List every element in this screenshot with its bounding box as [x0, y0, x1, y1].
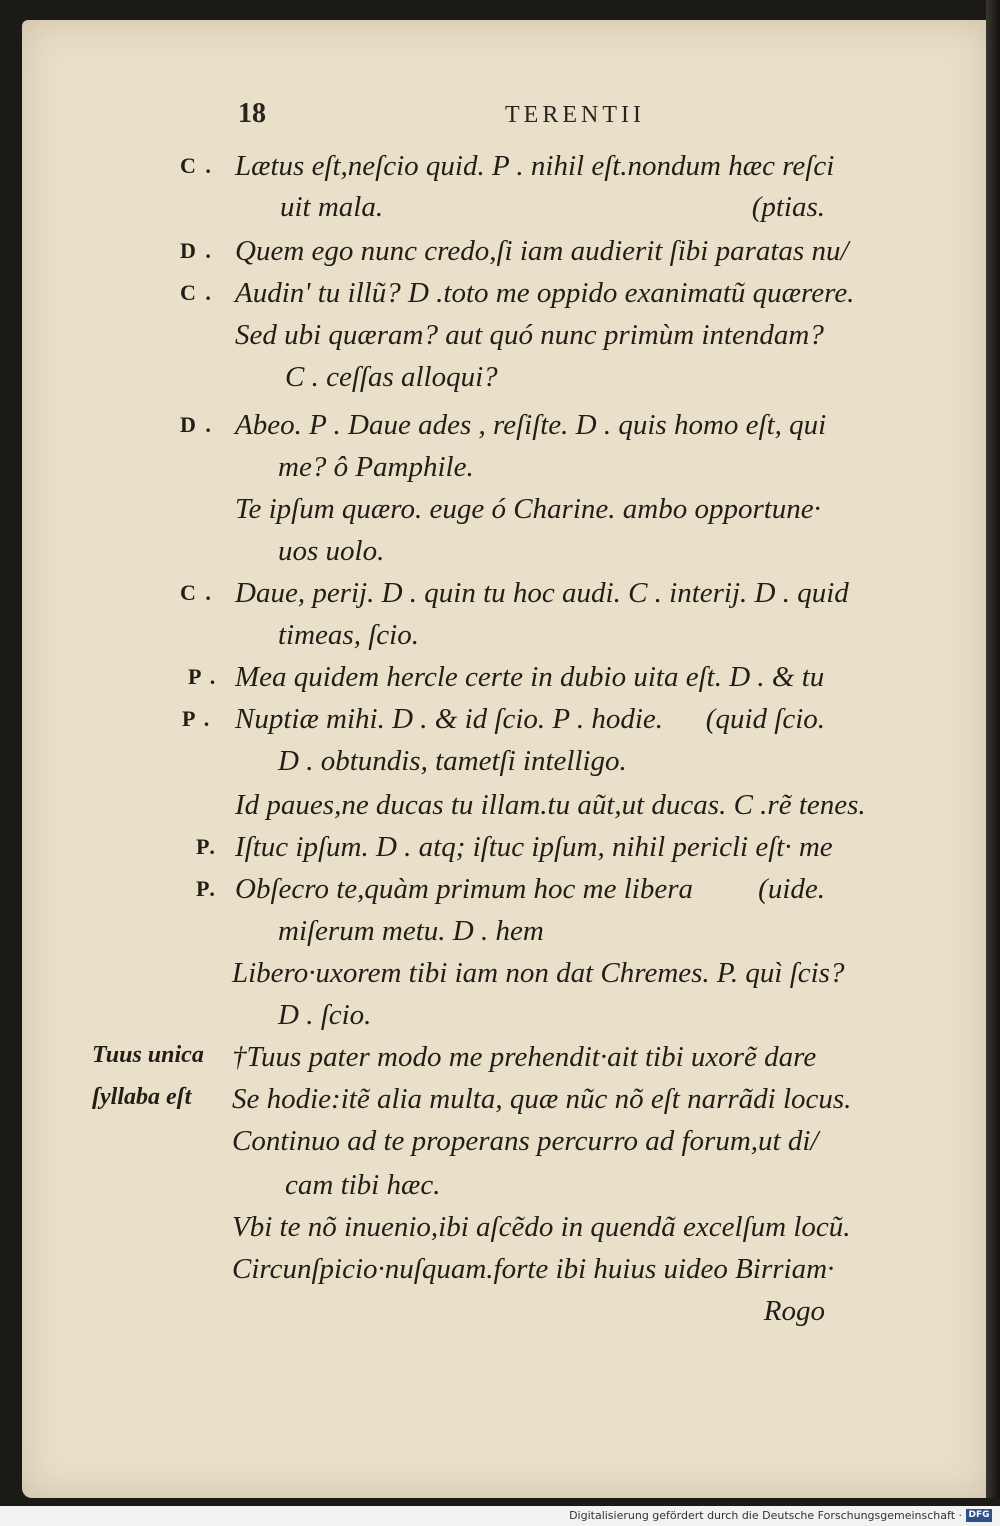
speaker-label: C .	[180, 580, 213, 605]
text-line	[0, 1120, 920, 1162]
speaker-label: C .	[180, 153, 213, 178]
line-text-right: (uide.	[758, 873, 825, 905]
line-text-right: (quid ſcio.	[705, 703, 825, 735]
text-line	[0, 868, 920, 910]
text-line	[0, 698, 920, 740]
text-line	[0, 614, 920, 656]
speaker-label: D .	[180, 412, 213, 437]
speaker-label: P.	[196, 834, 217, 859]
line-text: cam tibi hæc.	[285, 1169, 441, 1201]
line-text: timeas, ſcio.	[278, 619, 419, 651]
text-line	[0, 356, 920, 398]
text-line	[0, 230, 920, 272]
line-text: Libero·uxorem tibi iam non dat Chremes. P. quì ſcis?	[232, 957, 845, 989]
text-line	[0, 994, 920, 1036]
line-text: D . ſcio.	[278, 999, 372, 1031]
running-title: TERENTII	[505, 102, 645, 128]
line-text: Quem ego nunc credo,ſi iam audierit ſibi paratas nu/	[235, 235, 849, 267]
line-text: Audin' tu illũ? D .toto me oppido exanimatũ quærere.	[235, 277, 855, 309]
text-line	[0, 314, 920, 356]
text-line	[0, 488, 920, 530]
text-line	[0, 186, 920, 228]
text-line	[0, 404, 920, 446]
line-text-right: Rogo	[763, 1295, 825, 1327]
line-text: Nuptiæ mihi. D . & id ſcio. P . hodie.	[235, 703, 664, 735]
speaker-label: P .	[182, 706, 212, 731]
text-line	[0, 740, 920, 782]
line-text: Iſtuc ipſum. D . atq; iſtuc ipſum, nihil pericli eſt· me	[235, 831, 833, 863]
line-text: Continuo ad te properans percurro ad forum,ut di/	[232, 1125, 819, 1157]
line-text: Lætus eſt,neſcio quid. P . nihil eſt.nondum hæc reſci	[235, 150, 835, 182]
footer-credit: Digitalisierung gefördert durch die Deutsche Forschungsgemeinschaft ·	[569, 1509, 962, 1522]
line-text: Vbi te nõ inuenio,ibi aſcẽdo in quendã excelſum locũ.	[232, 1211, 851, 1243]
footer	[0, 1506, 1000, 1526]
line-text: D . obtundis, tametſi intelligo.	[278, 745, 627, 777]
speaker-label: C .	[180, 280, 213, 305]
text-line	[0, 1164, 920, 1206]
text-line	[0, 272, 920, 314]
line-text: uit mala.	[280, 191, 384, 223]
speaker-label: P .	[188, 664, 218, 689]
text-line	[0, 1248, 920, 1290]
page-number: 18	[238, 98, 266, 129]
dfg-logo-icon: DFG	[966, 1509, 992, 1522]
line-text: †Tuus pater modo me prehendit·ait tibi uxorẽ dare	[232, 1041, 817, 1073]
text-line	[0, 910, 920, 952]
page-header	[230, 98, 710, 138]
line-text-right: (ptias.	[751, 191, 825, 223]
line-text: C . ceſſas alloqui?	[285, 361, 498, 393]
text-line	[0, 145, 920, 187]
line-text: Daue, perij. D . quin tu hoc audi. C . interij. D . quid	[235, 577, 849, 609]
line-text: Se hodie:itẽ alia multa, quæ nũc nõ eſt narrãdi locus.	[232, 1083, 852, 1115]
margin-note-line-1: Tuus unica	[92, 1042, 204, 1068]
text-line	[0, 1290, 920, 1332]
text-line	[0, 530, 920, 572]
margin-note-line-2: ſyllaba eſt	[92, 1084, 192, 1110]
line-text: Obſecro te,quàm primum hoc me libera	[235, 873, 694, 905]
line-text: uos uolo.	[278, 535, 385, 567]
text-line	[0, 952, 920, 994]
text-line	[0, 784, 920, 826]
line-text: Mea quidem hercle certe in dubio uita eſt. D . & tu	[235, 661, 825, 693]
text-line	[0, 656, 920, 698]
line-text: Te ipſum quæro. euge ó Charine. ambo opportune·	[235, 493, 821, 525]
line-text: Sed ubi quæram? aut quó nunc primùm intendam?	[235, 319, 824, 351]
line-text: Id paues,ne ducas tu illam.tu aũt,ut ducas. C .rẽ tenes.	[235, 789, 866, 821]
speaker-label: D .	[180, 238, 213, 263]
text-line	[0, 572, 920, 614]
speaker-label: P.	[196, 876, 217, 901]
text-line	[0, 1206, 920, 1248]
book-spine	[986, 0, 1000, 1498]
line-text: Abeo. P . Daue ades , reſiſte. D . quis homo eſt, qui	[235, 409, 827, 441]
text-line	[0, 446, 920, 488]
text-line	[0, 826, 920, 868]
line-text: miſerum metu. D . hem	[278, 915, 544, 947]
line-text: Circunſpicio·nuſquam.forte ibi huius uideo Birriam·	[232, 1253, 835, 1285]
line-text: me? ô Pamphile.	[278, 451, 474, 483]
